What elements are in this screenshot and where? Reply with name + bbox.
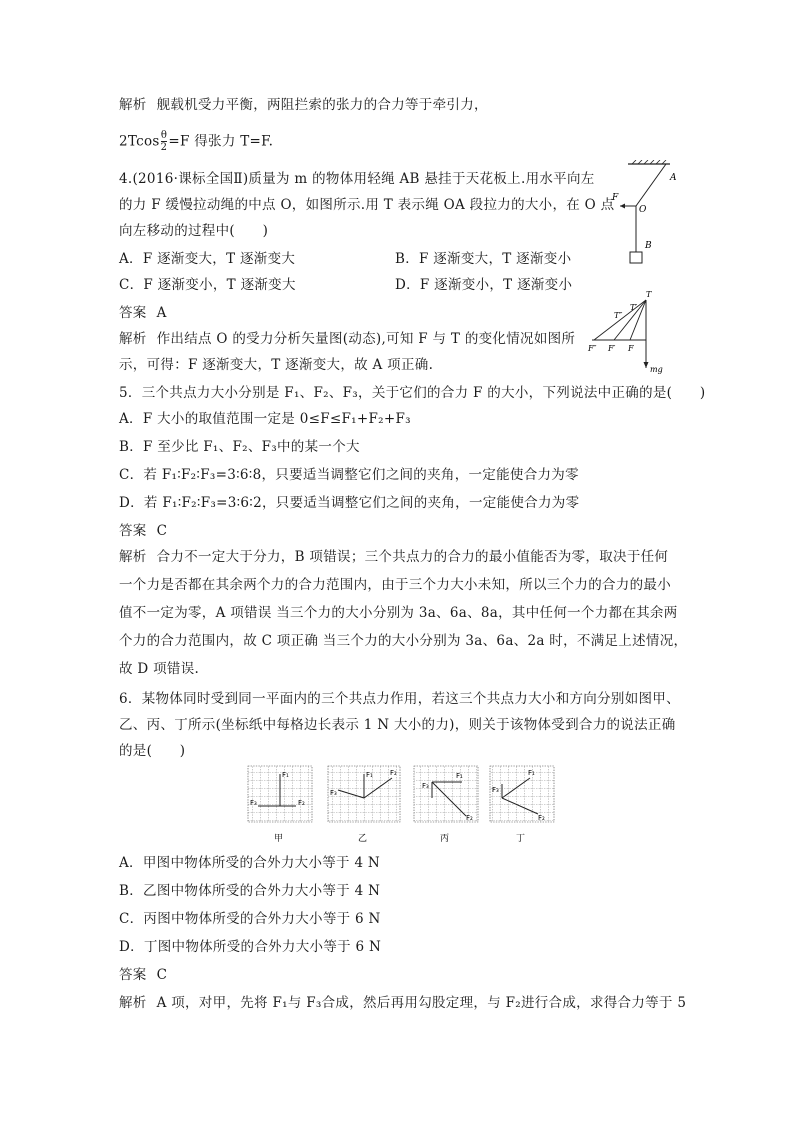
label-f2: F₂ xyxy=(390,769,397,777)
analysis-line xyxy=(119,632,687,650)
question-6-stem xyxy=(119,716,676,734)
line-text: 个力的合力范围内，故 C 项正确 当三个力的大小分别为 3a、6a、2a 时，不满足上述情况， xyxy=(119,633,688,649)
line-text: 向左移动的过程中( ) xyxy=(119,223,269,239)
line-text: 一个力是否都在其余两个力的合力范围内，由于三个力大小未知，所以三个力的合力的最小 xyxy=(119,577,671,593)
label-f-prime: F′ xyxy=(608,344,616,353)
answer-label: 答案 xyxy=(119,305,147,321)
line-text: 6．某物体同时受到同一平面内的三个共点力作用，若这三个共点力大小和方向分别如图甲、 xyxy=(119,691,680,707)
option-a xyxy=(119,854,380,872)
analysis-line xyxy=(119,576,671,594)
answer-line xyxy=(119,304,167,322)
option-c xyxy=(119,466,579,484)
line-text: C．若 F₁∶F₂∶F₃=3∶6∶8，只要适当调整它们之间的夹角，一定能使合力为零 xyxy=(119,467,579,483)
option-b xyxy=(119,882,380,900)
arrow-head-icon xyxy=(644,362,649,368)
line-text: A 项，对甲，先将 F₁与 F₃合成，然后再用勾股定理，与 F₂进行合成，求得合力等于 5 xyxy=(156,995,687,1011)
caption-yi: 乙 xyxy=(358,834,368,844)
line-text: A．甲图中物体所受的合外力大小等于 4 N xyxy=(119,855,381,871)
label-f2: F₂ xyxy=(298,799,305,807)
line-text: 值不一定为零，A 项错误 当三个力的大小分别为 3a、6a、8a，其中任何一个力都在其余两 xyxy=(119,605,678,621)
analysis-label: 解析 xyxy=(119,331,147,347)
label-f: F xyxy=(628,344,634,353)
line-text: 舰载机受力平衡，两阻拦索的张力的合力等于牵引力， xyxy=(156,97,488,113)
option-a xyxy=(119,410,411,428)
label-f-double-prime: F″ xyxy=(588,344,597,353)
label-mg: mg xyxy=(650,365,663,374)
analysis-line xyxy=(119,660,199,678)
analysis-line xyxy=(119,548,668,566)
answer-value: C xyxy=(156,523,168,539)
label-f1: F₁ xyxy=(282,771,289,779)
option-d xyxy=(119,494,579,512)
label-f1: F₁ xyxy=(456,772,463,780)
formula-prefix: 2Tcos xyxy=(119,133,160,150)
caption-jia: 甲 xyxy=(274,834,284,844)
label-f3: F₃ xyxy=(422,782,429,790)
line-text: 5．三个共点力大小分别是 F₁、F₂、F₃，关于它们的合力 F 的大小，下列说法中正确的是( ) xyxy=(119,385,706,401)
line-text: B．F 逐渐变大，T 逐渐变小 xyxy=(395,251,572,267)
question-5-stem xyxy=(119,384,705,402)
label-f1: F₁ xyxy=(366,771,373,779)
label-t-double-prime: T″ xyxy=(614,311,623,320)
mass-block xyxy=(630,252,642,263)
caption-bing: 丙 xyxy=(440,834,450,844)
analysis-label: 解析 xyxy=(119,97,147,113)
grid-figure-bing xyxy=(414,766,478,844)
line-text: C．丙图中物体所受的合外力大小等于 6 N xyxy=(119,911,381,927)
question-4-stem xyxy=(119,170,595,188)
line-text: D．丁图中物体所受的合外力大小等于 6 N xyxy=(119,939,382,955)
question-4-stem xyxy=(119,222,268,240)
line-text: 乙、丙、丁所示(坐标纸中每格边长表示 1 N 大小的力)，则关于该物体受到合力的说法正确 xyxy=(119,717,676,733)
line-text: 合力不一定大于分力，B 项错误；三个共点力的合力的最小值能否为零，取决于任何 xyxy=(156,549,669,565)
line-text: 的力 F 缓慢拉动绳的中点 O，如图所示.用 T 表示绳 OA 段拉力的大小，在 O 点 xyxy=(119,197,615,213)
analysis-line xyxy=(119,604,678,622)
label-f1: F₁ xyxy=(528,769,535,777)
answer-label: 答案 xyxy=(119,967,147,983)
label-t: T xyxy=(646,290,652,299)
analysis-line xyxy=(119,356,433,374)
grid-figure-ding xyxy=(490,766,554,844)
label-o: O xyxy=(639,205,647,215)
rope-oa xyxy=(636,164,666,206)
option-b xyxy=(119,438,360,456)
line-text: C．F 逐渐变小，T 逐渐变大 xyxy=(119,277,296,293)
label-b: B xyxy=(645,241,652,251)
option-a xyxy=(119,250,295,268)
analysis-label: 解析 xyxy=(119,995,147,1011)
label-f: F xyxy=(612,193,619,203)
analysis-label: 解析 xyxy=(119,549,147,565)
question-6-stem xyxy=(119,742,185,760)
label-f3: F₃ xyxy=(330,789,337,797)
ceiling-hatch xyxy=(632,160,666,164)
caption-ding: 丁 xyxy=(516,834,526,844)
line-text: A．F 大小的取值范围一定是 0≤F≤F₁+F₂+F₃ xyxy=(119,411,411,427)
option-b xyxy=(395,250,571,268)
analysis-line xyxy=(119,330,575,348)
answer-line xyxy=(119,522,167,540)
label-a: A xyxy=(670,173,677,183)
question-4-stem xyxy=(119,196,614,214)
label-t-prime: T′ xyxy=(630,303,638,312)
answer-value: C xyxy=(156,967,168,983)
grid-figures xyxy=(244,764,564,848)
label-f3: F₃ xyxy=(250,799,257,807)
option-c xyxy=(119,276,296,294)
formula-line xyxy=(119,130,273,156)
line-text: B．F 至少比 F₁、F₂、F₃中的某一个大 xyxy=(119,439,360,455)
vector-triangle-diagram xyxy=(584,288,674,376)
question-6-stem xyxy=(119,690,680,708)
analysis-line xyxy=(119,994,686,1012)
line-text: B．乙图中物体所受的合外力大小等于 4 N xyxy=(119,883,381,899)
line-text: 示，可得：F 逐渐变大，T 逐渐变大，故 A 项正确. xyxy=(119,357,434,373)
line-text: D．若 F₁∶F₂∶F₃=3∶6∶2，只要适当调整它们之间的夹角，一定能使合力为零 xyxy=(119,495,580,511)
analysis-line xyxy=(119,96,488,114)
fraction-numerator: θ xyxy=(160,130,168,141)
label-f2: F₂ xyxy=(538,814,545,822)
label-f2: F₂ xyxy=(466,814,473,822)
option-c xyxy=(119,910,381,928)
line-text: 作出结点 O 的受力分析矢量图(动态),可知 F 与 T 的变化情况如图所 xyxy=(156,331,576,347)
label-f3: F₃ xyxy=(492,786,499,794)
option-d xyxy=(395,276,572,294)
answer-label: 答案 xyxy=(119,523,147,539)
fraction-denominator: 2 xyxy=(160,142,168,153)
rope-diagram xyxy=(608,160,684,268)
line-text: 故 D 项错误. xyxy=(119,661,200,677)
line-text: D．F 逐渐变小，T 逐渐变小 xyxy=(395,277,573,293)
option-d xyxy=(119,938,381,956)
line-text: 4.(2016·课标全国Ⅱ)质量为 m 的物体用轻绳 AB 悬挂于天花板上.用水平向左 xyxy=(119,171,595,187)
grid-figure-yi xyxy=(328,766,400,844)
arrow-head-icon xyxy=(620,204,625,209)
line-text: 的是( ) xyxy=(119,743,186,759)
answer-value: A xyxy=(156,305,167,321)
answer-line xyxy=(119,966,167,984)
grid-figure-jia xyxy=(248,766,312,844)
line-text: =F 得张力 T=F. xyxy=(168,133,274,150)
line-text: A．F 逐渐变大，T 逐渐变大 xyxy=(119,251,296,267)
